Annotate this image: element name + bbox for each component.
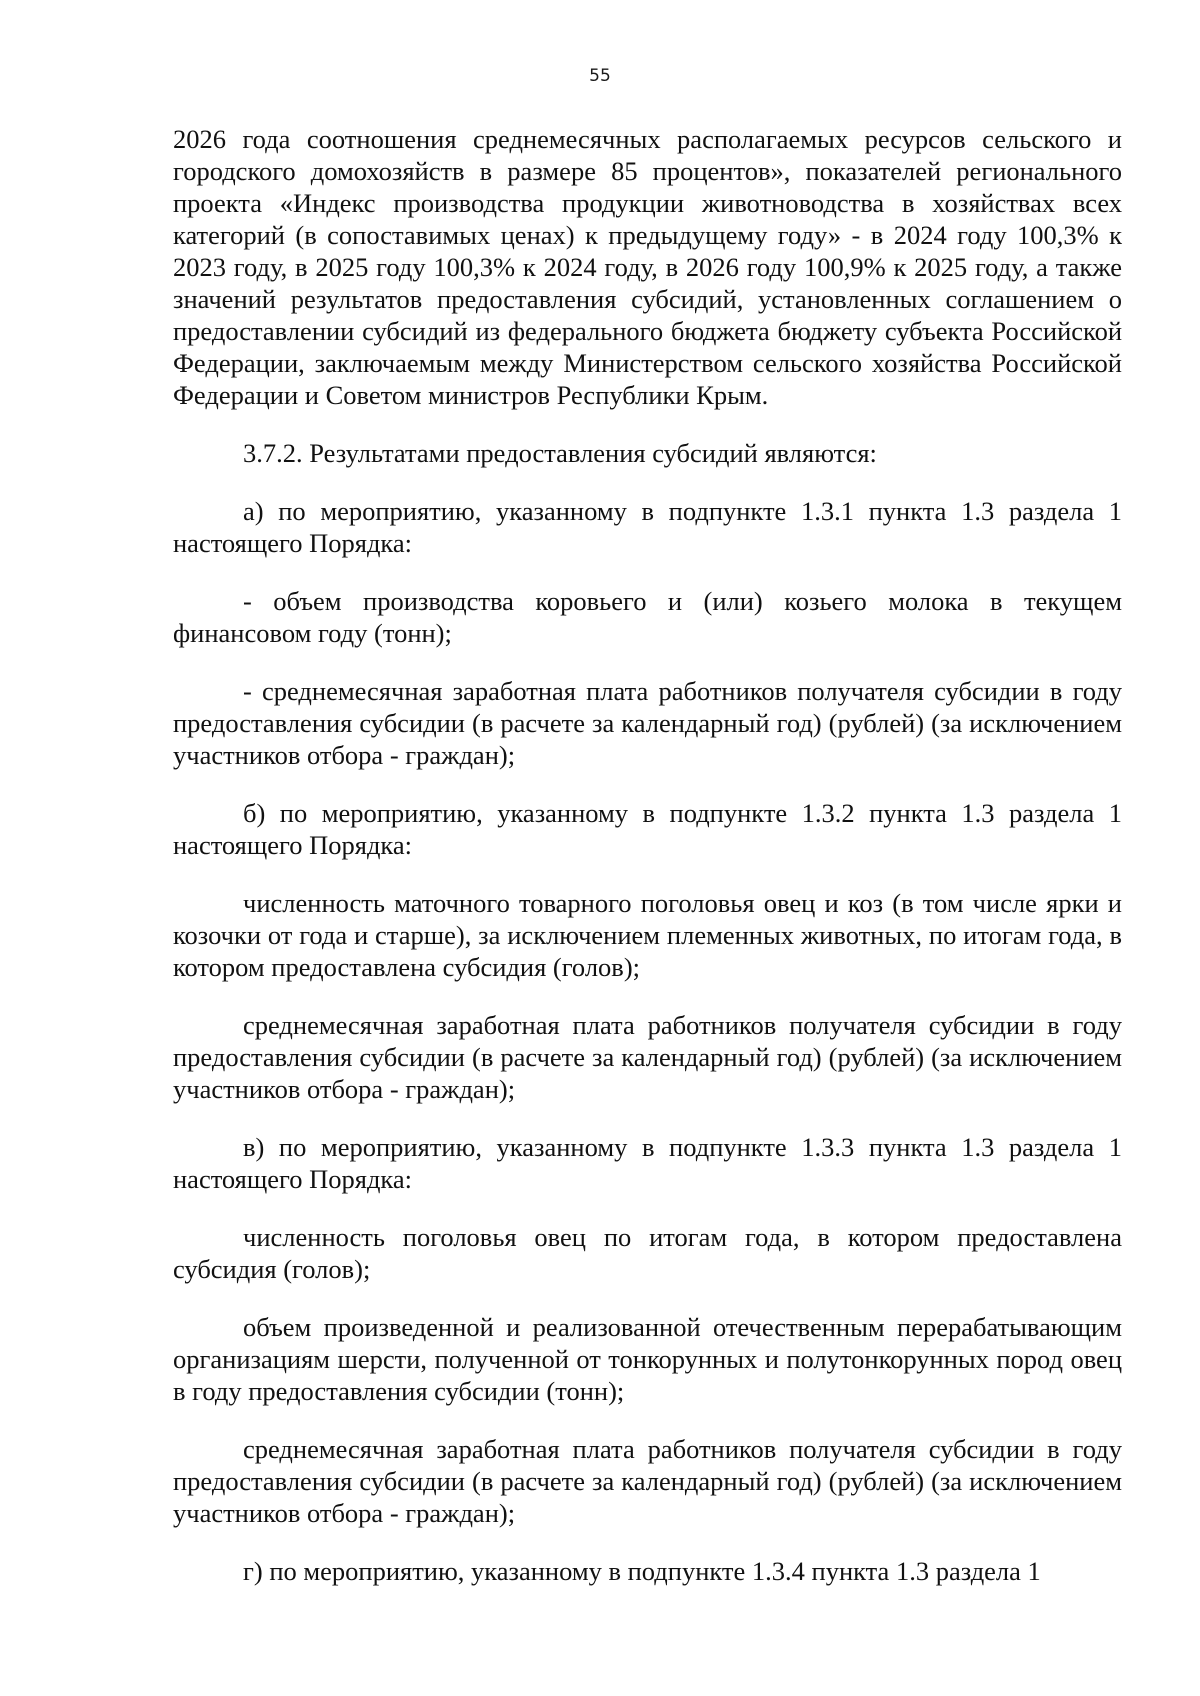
paragraph-wool-volume: объем произведенной и реализованной отечественным перерабатывающим организациям шерсти, полученной от тонкорунных и полутонкорунных пород овец в году предоставления субсидии (тонн); (173, 1312, 1122, 1406)
paragraph-livestock-count: численность маточного товарного поголовья овец и коз (в том числе ярки и козочки от года и старше), за исключением племенных животных, по итогам года, в котором предоставлена субсидия (голов); (173, 888, 1122, 982)
paragraph-item-b: б) по мероприятию, указанному в подпункте 1.3.2 пункта 1.3 раздела 1 настоящего Порядка: (173, 798, 1122, 860)
paragraph-section-3-7-2: 3.7.2. Результатами предоставления субсидий являются: (243, 438, 877, 468)
paragraph-continuation: 2026 года соотношения среднемесячных располагаемых ресурсов сельского и городского домохозяйств в размере 85 процентов», показателей регионального проекта «Индекс производства продукции животноводства в хозяйствах всех категорий (в сопоставимых ценах) к предыдущему году» - в 2024 году 100,3% к 2023 году, в 2025 году 100,3% к 2024 году, в 2026 году 100,9% к 2025 году, а также значений результатов предоставления субсидий, установленных соглашением о предоставлении субсидий из федерального бюджета бюджету субъекта Российской Федерации, заключаемым между Министерством сельского хозяйства Российской Федерации и Советом министров Республики Крым. (173, 124, 1122, 410)
paragraph-milk-volume: - объем производства коровьего и (или) козьего молока в текущем финансовом году (тонн); (173, 586, 1122, 648)
paragraph-sheep-count: численность поголовья овец по итогам года, в котором предоставлена субсидия (голов); (173, 1222, 1122, 1284)
document-body (173, 123, 1122, 1613)
paragraph-salary-b: среднемесячная заработная плата работников получателя субсидии в году предоставления субсидии (в расчете за календарный год) (рублей) (за исключением участников отбора - граждан); (173, 1010, 1122, 1104)
paragraph-item-v: в) по мероприятию, указанному в подпункте 1.3.3 пункта 1.3 раздела 1 настоящего Порядка: (173, 1132, 1122, 1194)
paragraph-salary-a: - среднемесячная заработная плата работников получателя субсидии в году предоставления субсидии (в расчете за календарный год) (рублей) (за исключением участников отбора - граждан); (173, 676, 1122, 770)
paragraph-item-g: г) по мероприятию, указанному в подпункте 1.3.4 пункта 1.3 раздела 1 (243, 1556, 1041, 1586)
paragraph-item-a: а) по мероприятию, указанному в подпункте 1.3.1 пункта 1.3 раздела 1 настоящего Порядка: (173, 496, 1122, 558)
page-number: 55 (589, 66, 611, 86)
paragraph-salary-v: среднемесячная заработная плата работников получателя субсидии в году предоставления субсидии (в расчете за календарный год) (рублей) (за исключением участников отбора - граждан); (173, 1434, 1122, 1528)
